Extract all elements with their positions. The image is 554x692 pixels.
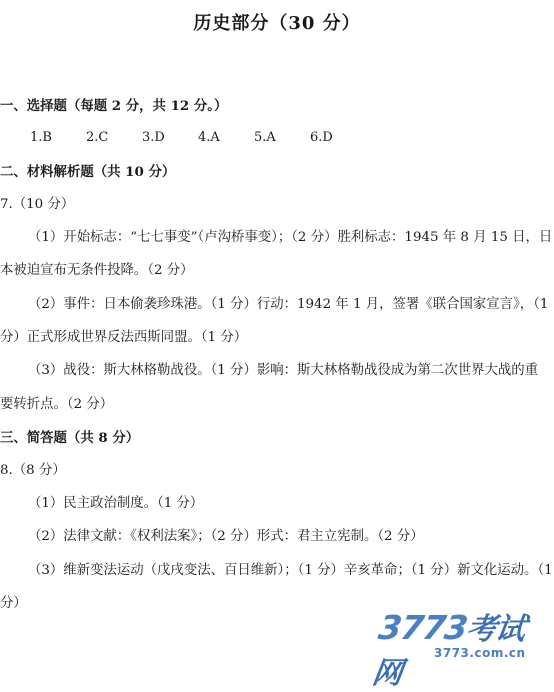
q8-item3-line1: （3）维新变法运动（戊戌变法、百日维新）；（1 分）辛亥革命；（1 分）新文化运动。（1 <box>28 563 553 578</box>
answer-3: 3.D <box>142 130 165 145</box>
section2-heading: 二、材料解析题（共 10 分） <box>0 164 176 180</box>
answer-2: 2.C <box>86 130 109 145</box>
answer-5: 5.A <box>254 130 276 145</box>
section3-heading: 三、简答题（共 8 分） <box>0 430 140 446</box>
q7-item1-line1: （1）开始标志：“七七事变”（卢沟桥事变）；（2 分）胜利标志：1945 年 8 月 15 日，日 <box>28 230 553 245</box>
q8-item3-line2: 分） <box>0 596 27 611</box>
site-watermark <box>369 604 548 691</box>
answer-6: 6.D <box>310 130 333 145</box>
watermark-digits: 3773 <box>376 608 470 647</box>
answer-1: 1.B <box>30 130 52 145</box>
q7-item3-line2: 要转折点。（2 分） <box>0 397 114 412</box>
q7-item2-line2: 分）正式形成世界反法西斯同盟。（1 分） <box>0 330 248 345</box>
watermark-url: 3773.com.cn <box>434 646 526 660</box>
page-title: 历史部分（30 分） <box>193 13 361 34</box>
question-7-label: 7.（10 分） <box>0 197 75 212</box>
q7-item2-line1: （2）事件：日本偷袭珍珠港。（1 分）行动：1942 年 1 月，签署《联合国家宣言》，（1 <box>28 297 549 312</box>
q7-item1-line2: 本被迫宣布无条件投降。（2 分） <box>0 263 194 278</box>
q7-item3-line1: （3）战役：斯大林格勒战役。（1 分）影响：斯大林格勒战役成为第二次世界大战的重 <box>28 363 539 378</box>
section1-heading: 一、选择题（每题 2 分，共 12 分。） <box>0 98 228 114</box>
q8-item1: （1）民主政治制度。（1 分） <box>28 496 204 511</box>
choice-answers <box>30 130 366 145</box>
question-8-label: 8.（8 分） <box>0 463 66 478</box>
answer-4: 4.A <box>198 130 220 145</box>
watermark-brand-cn: 考试网 <box>369 612 527 691</box>
q8-item2: （2）法律文献：《权利法案》；（2 分）形式：君主立宪制。（2 分） <box>28 529 424 544</box>
